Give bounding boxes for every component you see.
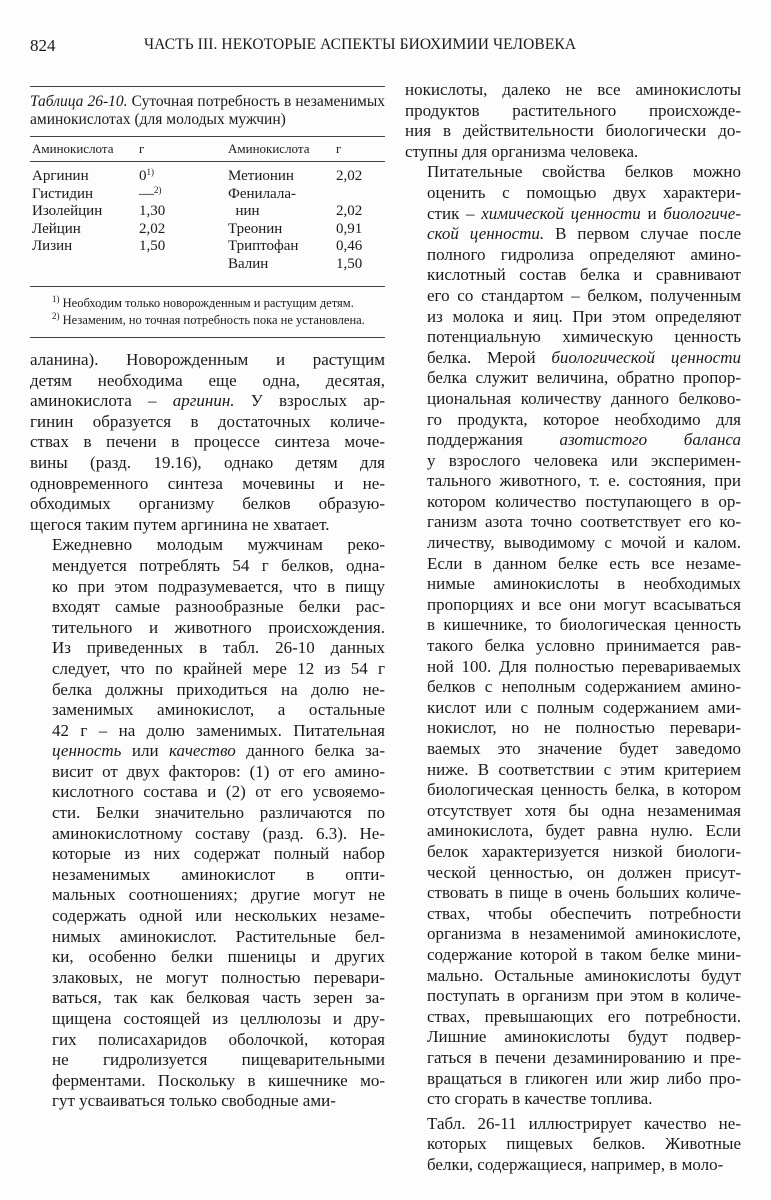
table-cell-amino-acid: Триптофан xyxy=(228,238,299,255)
footnote-mark: 2) xyxy=(52,310,60,321)
text-line: детям необходима еще одна, десятая, xyxy=(30,370,385,390)
text-line: сти. Белки значительно различаются по xyxy=(52,803,385,823)
table-cell-amino-acid: Лейцин xyxy=(32,220,81,237)
page-number: 824 xyxy=(30,36,56,55)
text-line: Лишние аминокислоты будут подвер- xyxy=(427,1027,741,1047)
text-line: ки, особенно белки пшеницы и других xyxy=(52,947,385,967)
table-cell-value: 2,02 xyxy=(336,168,363,184)
text-line: белки, содержащиеся, например, в моло- xyxy=(427,1154,724,1174)
text-line: щищена состоящей из целлюлозы и дру- xyxy=(52,1009,385,1028)
text-line: ганизм азота точно соответствует его ко- xyxy=(427,512,741,532)
paragraph xyxy=(30,535,385,1112)
emphasis: химической ценности xyxy=(481,203,641,223)
table-cell-amino-acid: Метионин xyxy=(228,168,294,184)
text-line: кислот или с полным содержанием ами- xyxy=(427,697,741,717)
text-line: у взрослого человека или эксперимен- xyxy=(427,450,741,470)
text-line: поддержания азотистого баланса xyxy=(427,430,741,450)
text-line: злаковых, не могут полностью перевари- xyxy=(52,967,385,987)
text-line: в кишечнике, то биологическая ценность xyxy=(427,615,741,635)
table-cell-amino-acid: Фенилала- xyxy=(228,185,296,202)
table-cell-value: 0,91 xyxy=(336,220,363,237)
text-line: заменимых аминокислот, а остальные xyxy=(52,700,385,720)
text-line: белков с неполным содержанием амино- xyxy=(427,677,741,697)
page-header xyxy=(30,36,741,60)
footnote-mark: 1) xyxy=(146,167,154,177)
text-line: пропорциях и все они могут всасываться xyxy=(427,594,741,614)
text-line: гинин образуется в достаточных количе- xyxy=(30,411,385,431)
text-line: белок характеризуется низкой биологи- xyxy=(427,841,741,861)
table-cell-amino-acid: Аргинин xyxy=(32,168,89,184)
text-line: вращаться в гликоген или жир либо про- xyxy=(427,1068,741,1088)
table-cell-value: 1,30 xyxy=(139,203,166,220)
table-head-bottom-rule xyxy=(30,161,385,162)
text-line: входят самые разнообразные белки рас- xyxy=(52,597,385,617)
text-line: отсутствует хотя бы одна незаменимая xyxy=(427,800,741,820)
text-line: гих полисахаридов оболочкой, которая xyxy=(52,1029,385,1049)
text-line: нимые аминокислоты в необходимых xyxy=(427,574,741,594)
text-line: следует, что по крайней мере 12 из 54 г xyxy=(52,658,385,678)
text-line: 42 г – на долю заменимых. Питательная xyxy=(52,720,385,740)
text-line: ферментами. Поскольку в кишечнике мо- xyxy=(52,1070,385,1090)
text-line: висит от двух факторов: (1) от его амино- xyxy=(52,761,385,781)
text-line: ценность или качество данного белка за- xyxy=(52,741,385,761)
text-line: тального животного, т. е. состояния, при xyxy=(427,471,741,491)
footnote-mark: 2) xyxy=(154,184,162,195)
table-cell-value xyxy=(336,186,362,204)
emphasis: биологической ценности xyxy=(551,347,741,367)
column-header: Аминокислота xyxy=(228,141,310,156)
text-line: потенциальную химическую ценность xyxy=(427,327,741,347)
text-line: вины (разд. 19.16), однако детям для xyxy=(30,452,385,472)
footnote xyxy=(30,295,385,312)
text-line: содержать одной или нескольких незаме- xyxy=(52,906,385,926)
paragraph xyxy=(405,162,741,1109)
text-line: котором количество поступающего в ор- xyxy=(427,491,741,511)
emphasis: аргинин. xyxy=(172,391,235,411)
table-footnotes xyxy=(30,295,385,337)
text-line: щегося таким путем аргинина не хватает. xyxy=(30,514,330,534)
running-head: ЧАСТЬ III. НЕКОТОРЫЕ АСПЕКТЫ БИОХИМИИ ЧЕЛОВЕКА xyxy=(144,36,577,53)
text-line: ваемых это значение будет заведомо xyxy=(427,739,741,758)
text-line: ческой ценностью, он должен присут- xyxy=(427,862,741,882)
text-line: белка должны приходиться на долю не- xyxy=(52,679,385,699)
text-line: одновременного синтеза мочевины и не- xyxy=(30,473,385,493)
text-line: нокислот, но не полностью перевари- xyxy=(427,718,741,738)
footnote xyxy=(30,312,385,329)
right-values-column xyxy=(336,168,362,274)
text-line: из молока и яиц. При этом определяют xyxy=(427,306,741,326)
footnote-text: Незаменим, но точная потребность пока не установлена. xyxy=(62,312,365,327)
text-line: ной 100. Для полностью перевариваемых xyxy=(427,656,741,676)
text-line: ния в действительности биологически до- xyxy=(405,121,741,141)
table-cell-amino-acid: Валин xyxy=(228,255,269,272)
table-cell-value: 2,02 xyxy=(139,220,166,237)
text-line: незаменимых аминокислот в опти- xyxy=(52,864,385,884)
text-line: которые из них содержат полный набор xyxy=(52,844,385,864)
text-line: продуктов растительного происхожде- xyxy=(405,100,741,120)
table-cell-amino-acid: Изолейцин xyxy=(32,203,103,220)
table-cell-amino-acid: нин xyxy=(228,203,260,220)
right-names-column xyxy=(228,168,298,274)
text-line: организма в незаменимой аминокислоте, xyxy=(427,924,741,944)
text-line: ствах, превышающих его потребности. xyxy=(427,1006,741,1026)
text-line: го продукта, которое необходимо для xyxy=(427,409,741,429)
text-line: оценить с помощью двух характери- xyxy=(427,182,741,202)
footnote-text: Необходим только новорожденным и растущим детям. xyxy=(62,296,354,310)
text-line: Ежедневно молодым мужчинам реко- xyxy=(52,535,385,555)
text-line: гаться в печени дезаминированию и пре- xyxy=(427,1047,741,1067)
text-line: циональная количеству данного белково- xyxy=(427,388,741,408)
table-cell-value: 0,46 xyxy=(336,238,363,255)
table-body xyxy=(30,168,385,286)
column-header: г xyxy=(139,141,145,156)
emphasis: биологиче- xyxy=(663,203,741,223)
footnote-mark: 1) xyxy=(52,294,60,304)
table-caption-label: Таблица 26-10. xyxy=(30,93,128,110)
paragraph xyxy=(30,350,385,535)
text-line: ниже. В соответствии с этим критерием xyxy=(427,759,741,779)
text-line: белка служит величина, обратно пропор- xyxy=(427,368,741,388)
text-line: гут усваиваться только свободные ами- xyxy=(52,1091,336,1111)
table-header-row xyxy=(30,137,385,161)
text-line: его со стандартом – белком, полученным xyxy=(427,285,741,305)
text-line: Питательные свойства белков можно xyxy=(427,162,741,182)
text-line: кислотный состав белка и сравнивают xyxy=(427,265,741,285)
right-column xyxy=(405,80,741,1175)
text-line: мальных соотношениях; другие могут не xyxy=(52,885,385,905)
table-top-rule xyxy=(30,86,385,87)
text-line: такого белка условно принимается рав- xyxy=(427,636,741,656)
table-cell-value: 2,02 xyxy=(336,203,363,220)
text-line: содержание которой в таком белке мини- xyxy=(427,944,741,964)
text-line: не гидролизуется пищеварительными xyxy=(52,1050,385,1070)
table-cell-value: 0$^{1)}$ xyxy=(139,167,154,184)
text-line: обходимых организму белков образую- xyxy=(30,494,385,514)
text-line: кислотного состава и (2) от его усвояемо- xyxy=(52,782,385,802)
text-line: Если в данном белке есть все незаме- xyxy=(427,553,741,573)
text-line: тительного и животного происхождения. xyxy=(52,617,385,637)
emphasis: азотистого баланса xyxy=(559,430,741,450)
text-line: ко при этом подразумевается, что в пищу xyxy=(52,576,385,596)
table-end-rule xyxy=(30,337,385,338)
column-header: Аминокислота xyxy=(32,141,114,156)
table-cell-value: 1,50 xyxy=(139,238,166,255)
text-line: которых пищевых белков. Животные xyxy=(427,1134,741,1154)
text-line: ствах, чтобы обеспечить потребности xyxy=(427,903,741,923)
table-caption-text: Суточная потребность в незаменимых аминокислотах (для молодых мужчин) xyxy=(30,93,385,128)
text-line: полного гидролиза определяют амино- xyxy=(427,244,741,264)
paragraph xyxy=(405,80,741,162)
text-line: сто сгорать в качестве топлива. xyxy=(427,1089,653,1109)
left-names-column xyxy=(32,168,102,256)
table-cell-amino-acid: Гистидин xyxy=(32,185,94,202)
text-line: личеству, выводимому с мочой и калом. xyxy=(427,533,741,553)
text-line: аланина). Новорожденным и растущим xyxy=(30,350,385,369)
text-line: Из приведенных в табл. 26-10 данных xyxy=(52,638,385,658)
text-line: мально. Остальные аминокислоты будут xyxy=(427,965,741,985)
left-column xyxy=(30,86,385,1112)
paragraph xyxy=(405,1114,741,1176)
table-bottom-rule xyxy=(30,286,385,287)
text-line: аминокислота, будет равна нулю. Если xyxy=(427,821,741,841)
right-body-text xyxy=(405,80,741,1175)
text-line: Табл. 26-11 иллюстрирует качество не- xyxy=(427,1113,741,1133)
emphasis: ской ценности. xyxy=(427,224,545,244)
table-caption xyxy=(30,93,385,128)
table-cell-value: 1,50 xyxy=(336,255,363,272)
text-line: ваться, так как белковая часть зерен за- xyxy=(52,988,385,1008)
text-line: ской ценности. В первом случае после xyxy=(427,224,741,244)
text-line: аминокислотному составу (разд. 6.3). Не- xyxy=(52,823,385,843)
amino-acid-table xyxy=(30,86,385,338)
text-line: белка. Мерой биологической ценности xyxy=(427,347,741,367)
left-values-column xyxy=(139,168,165,256)
text-line: нокислоты, далеко не все аминокислоты xyxy=(405,80,741,99)
text-line: поступать в организм при этом в количе- xyxy=(427,986,741,1006)
emphasis: ценность xyxy=(52,741,122,761)
emphasis: качество xyxy=(169,741,236,761)
text-line: биологическая ценность белка, в котором xyxy=(427,780,741,800)
text-line: ступны для организма человека. xyxy=(405,141,639,161)
text-line: нимых аминокислот. Растительные бел- xyxy=(52,926,385,946)
left-body-text xyxy=(30,350,385,1112)
table-cell-amino-acid: Треонин xyxy=(228,220,283,237)
text-line: ствовать в пище в очень больших количе- xyxy=(427,883,741,903)
column-header: г xyxy=(336,141,342,156)
table-cell-amino-acid: Лизин xyxy=(32,238,73,255)
text-line: ствах в печени в процессе синтеза моче- xyxy=(30,432,385,452)
text-line: аминокислота – аргинин. У взрослых ар- xyxy=(30,391,386,411)
table-cell-value: —$^{2)}$ xyxy=(139,184,162,202)
text-line: стик – химической ценности и биологиче- xyxy=(427,203,741,223)
text-line: мендуется потреблять 54 г белков, одна- xyxy=(52,555,385,575)
